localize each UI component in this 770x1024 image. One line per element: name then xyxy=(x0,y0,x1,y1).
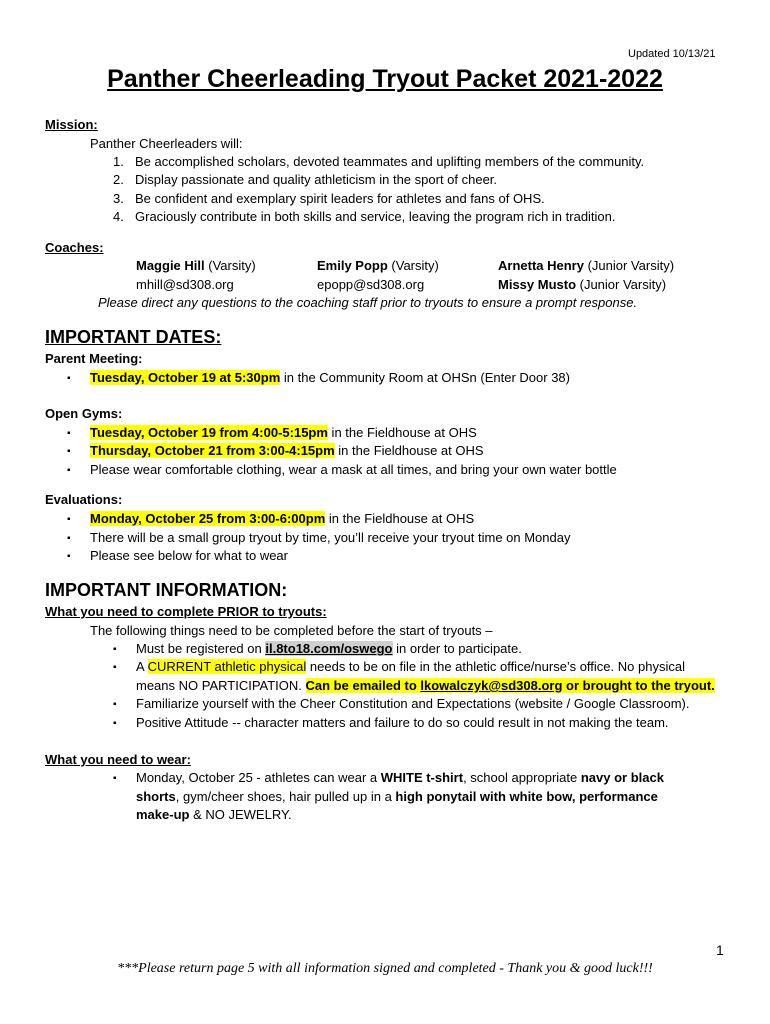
wear-item-line3 xyxy=(136,807,292,822)
bullet-icon: ▪ xyxy=(67,514,71,525)
mission-label: Mission: xyxy=(45,117,98,132)
prior-label: What you need to complete PRIOR to tryouts: xyxy=(45,604,327,619)
item-text: Must be registered on xyxy=(136,641,266,656)
open-gyms-label: Open Gyms: xyxy=(45,406,123,421)
item-text: or brought to the tryout. xyxy=(562,678,715,693)
item-text: in the Community Room at OHSn (Enter Door 38) xyxy=(280,370,570,385)
dates-heading: IMPORTANT DATES: xyxy=(45,327,222,347)
coach-name: Maggie Hill xyxy=(136,258,205,273)
bullet-icon: ▪ xyxy=(113,644,117,655)
item-number: 2. xyxy=(113,172,124,187)
bullet-icon: ▪ xyxy=(67,446,71,457)
evaluation-item xyxy=(90,530,570,545)
bold-text: shorts xyxy=(136,789,176,804)
footer-note: ***Please return page 5 with all information signed and completed - Thank you & good luck!!! xyxy=(117,961,653,976)
coach-name: Arnetta Henry xyxy=(498,258,584,273)
bold-text: high ponytail with white bow, performance xyxy=(395,789,658,804)
evaluations-label: Evaluations: xyxy=(45,492,123,507)
item-text: needs to be on file in the athletic office/nurse’s office. No physical xyxy=(306,659,685,674)
highlighted-text xyxy=(306,678,715,693)
info-heading: IMPORTANT INFORMATION: xyxy=(45,580,288,600)
item-text: & NO JEWELRY. xyxy=(189,807,292,822)
physical-item xyxy=(136,659,685,674)
coach-missy-musto xyxy=(498,277,666,292)
constitution-item: Familiarize yourself with the Cheer Constitution and Expectations (website / Google Classroom). xyxy=(136,696,690,711)
item-text: Display passionate and quality athleticism in the sport of cheer. xyxy=(135,172,498,187)
highlighted-date: Tuesday, October 19 from 4:00-5:15pm xyxy=(90,425,328,440)
wear-label: What you need to wear: xyxy=(45,752,191,767)
bullet-icon: ▪ xyxy=(67,373,71,384)
coach-role: (Junior Varsity) xyxy=(576,277,667,292)
item-text: in the Fieldhouse at OHS xyxy=(325,511,475,526)
highlighted-date: Monday, October 25 from 3:00-6:00pm xyxy=(90,511,326,526)
bullet-icon: ▪ xyxy=(113,662,117,673)
bullet-icon: ▪ xyxy=(67,533,71,544)
coach-maggie-hill xyxy=(136,258,256,273)
parent-meeting-item xyxy=(90,370,570,385)
bullet-icon: ▪ xyxy=(113,718,117,729)
bullet-icon: ▪ xyxy=(113,773,117,784)
list-item xyxy=(113,191,545,206)
item-text: , gym/cheer shoes, hair pulled up in a xyxy=(175,789,396,804)
open-gym-item xyxy=(90,425,477,440)
coach-role: (Junior Varsity) xyxy=(583,258,675,273)
list-item xyxy=(113,209,616,224)
parent-meeting-label: Parent Meeting: xyxy=(45,351,143,366)
bold-text: navy or black xyxy=(580,770,664,785)
page-number: 1 xyxy=(716,942,724,958)
coach-name: Missy Musto xyxy=(498,277,577,292)
email-link[interactable]: lkowalczyk@sd308.org xyxy=(420,678,563,693)
coach-email: epopp@sd308.org xyxy=(317,277,425,292)
item-text: in order to participate. xyxy=(392,641,522,656)
coach-name: Emily Popp xyxy=(317,258,388,273)
evaluation-item xyxy=(90,511,474,526)
open-gym-item xyxy=(90,443,484,458)
coach-role: (Varsity) xyxy=(387,258,439,273)
physical-item-line2 xyxy=(136,678,715,693)
page-title: Panther Cheerleading Tryout Packet 2021-2022 xyxy=(107,65,663,93)
coach-arnetta-henry xyxy=(498,258,674,273)
item-text: Graciously contribute in both skills and service, leaving the program rich in tradition. xyxy=(135,209,616,224)
item-number: 3. xyxy=(113,191,124,206)
item-text: Be accomplished scholars, devoted teammates and uplifting members of the community. xyxy=(135,154,645,169)
mission-intro: Panther Cheerleaders will: xyxy=(90,136,243,151)
coach-emily-popp xyxy=(317,258,439,273)
item-text: , school appropriate xyxy=(463,770,581,785)
item-text: in the Fieldhouse at OHS xyxy=(334,443,484,458)
highlighted-date: Thursday, October 21 from 3:00-4:15pm xyxy=(90,443,335,458)
coach-email: mhill@sd308.org xyxy=(136,277,234,292)
bold-text: WHITE t-shirt xyxy=(380,770,464,785)
open-gym-item xyxy=(90,462,617,477)
bold-text: make-up xyxy=(136,807,190,822)
evaluation-item xyxy=(90,548,288,563)
bullet-icon: ▪ xyxy=(67,428,71,439)
item-text: Monday, October 25 - athletes can wear a xyxy=(136,770,381,785)
updated-date: Updated 10/13/21 xyxy=(628,48,716,60)
registration-item xyxy=(136,641,522,656)
item-text: Can be emailed to xyxy=(305,678,421,693)
registration-link[interactable]: il.8to18.com/oswego xyxy=(265,641,393,656)
prior-intro: The following things need to be completed before the start of tryouts – xyxy=(90,623,493,638)
list-item xyxy=(113,172,497,187)
item-text: in the Fieldhouse at OHS xyxy=(327,425,477,440)
item-text: A xyxy=(136,659,148,674)
coaches-label: Coaches: xyxy=(45,240,104,255)
item-number: 1. xyxy=(113,154,124,169)
highlighted-text: CURRENT athletic physical xyxy=(147,659,307,674)
attitude-item: Positive Attitude -- character matters and failure to do so could result in not making the team. xyxy=(136,715,669,730)
item-text: Be confident and exemplary spirit leaders for athletes and fans of OHS. xyxy=(135,191,545,206)
bullet-icon: ▪ xyxy=(67,465,71,476)
item-number: 4. xyxy=(113,209,124,224)
item-text: Please wear comfortable clothing, wear a mask at all times, and bring your own water bottle xyxy=(90,462,617,477)
coach-role: (Varsity) xyxy=(204,258,256,273)
item-text: There will be a small group tryout by time, you’ll receive your tryout time on Monday xyxy=(90,530,571,545)
highlighted-date: Tuesday, October 19 at 5:30pm xyxy=(90,370,281,385)
item-text: means NO PARTICIPATION. xyxy=(136,678,306,693)
wear-item-line1 xyxy=(136,770,664,785)
coaches-note: Please direct any questions to the coaching staff prior to tryouts to ensure a prompt response. xyxy=(98,295,638,310)
list-item xyxy=(113,154,644,169)
bullet-icon: ▪ xyxy=(113,699,117,710)
bullet-icon: ▪ xyxy=(67,551,71,562)
wear-item-line2 xyxy=(136,789,658,804)
item-text: Please see below for what to wear xyxy=(90,548,288,563)
